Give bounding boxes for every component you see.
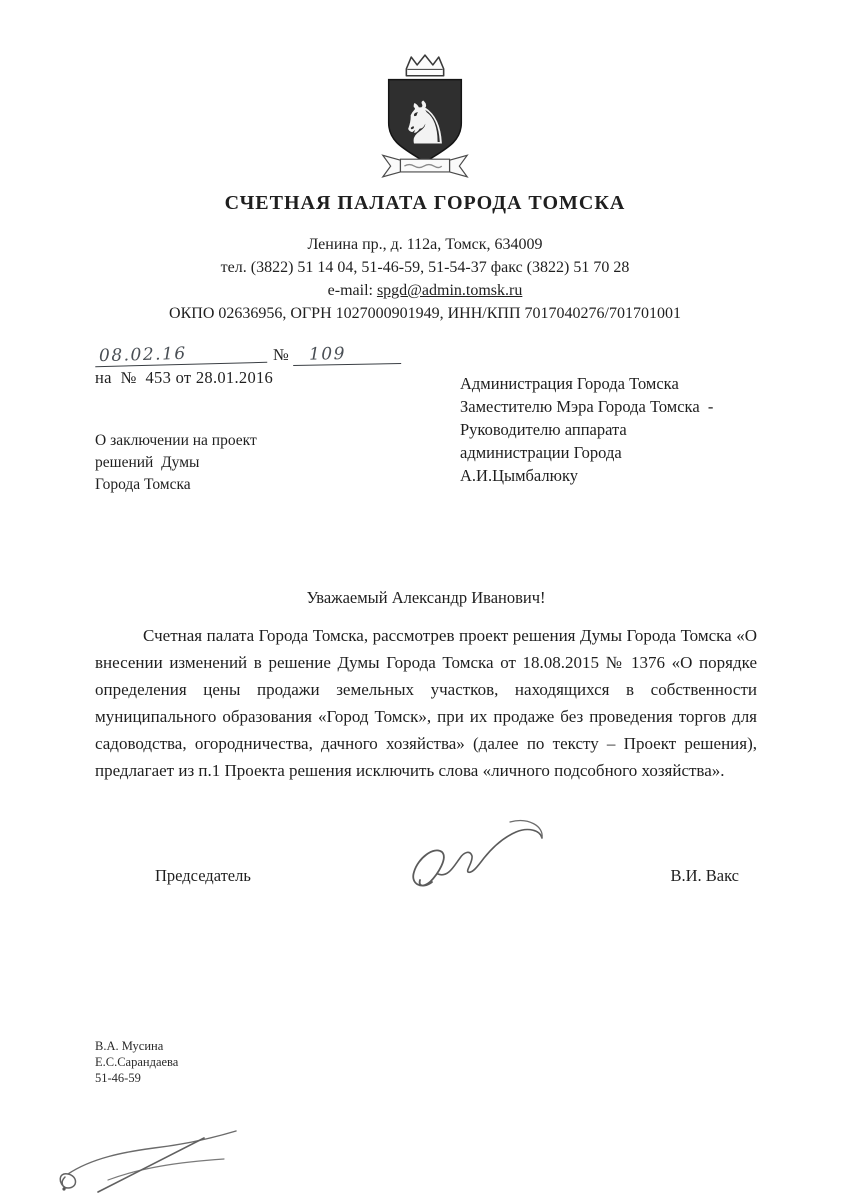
addressee-line: А.И.Цымбалюку xyxy=(460,466,578,485)
number-sign: № xyxy=(273,345,289,364)
svg-text:♞: ♞ xyxy=(398,88,452,158)
outgoing-date-handwritten: 08.02.16 xyxy=(95,342,267,367)
email-address: spgd@admin.tomsk.ru xyxy=(376,282,523,299)
subject-line: решений Думы xyxy=(95,454,200,471)
signer-position-title: Председатель xyxy=(155,866,251,885)
outgoing-number-handwritten: 109 xyxy=(293,343,401,366)
executor-line: В.А. Мусина xyxy=(95,1039,164,1053)
email-line xyxy=(0,279,850,302)
signer-name: В.И. Вакс xyxy=(670,866,739,885)
body-paragraph: Счетная палата Города Томска, рассмотрев проект решения Думы Города Томска «О внесении изменений в решение Думы Города Томска от 18.08.2015 № 1376 «О порядке определения цены продажи земельных участков, находящихся в собственности муниципального образования «Город Томск», при их продаже без проведения торгов для садоводства, огородничества, дачного хозяйства» (далее по тексту – Проект решения), предлагает из п.1 Проекта решения исключить слова «личного подсобного хозяйства». xyxy=(95,626,757,780)
executors-block xyxy=(95,1038,178,1086)
reference-block xyxy=(95,344,401,388)
salutation: Уважаемый Александр Иванович! xyxy=(306,588,546,607)
reply-reference-line: на № 453 от 28.01.2016 xyxy=(95,368,274,387)
phone-line: тел. (3822) 51 14 04, 51-46-59, 51-54-37 факс (3822) 51 70 28 xyxy=(220,259,630,276)
registration-line: ОКПО 02636956, ОГРН 1027000901949, ИНН/КПП 7017040276/701701001 xyxy=(169,305,681,322)
subject-line: О заключении на проект xyxy=(95,432,257,449)
executor-line: 51-46-59 xyxy=(95,1071,141,1085)
signature-autograph-icon xyxy=(398,812,548,897)
addressee-line: администрации Города xyxy=(460,443,622,462)
org-name-title: СЧЕТНАЯ ПАЛАТА ГОРОДА ТОМСКА xyxy=(224,192,626,214)
tomsk-coat-of-arms-icon xyxy=(371,52,479,180)
subject-block xyxy=(95,430,257,496)
email-label: e-mail: xyxy=(327,282,377,299)
pen-scribble-icon xyxy=(52,1122,247,1200)
address-line: Ленина пр., д. 112а, Томск, 634009 xyxy=(307,236,543,253)
subject-line: Города Томска xyxy=(95,476,191,493)
letterhead-contacts xyxy=(0,233,850,325)
addressee-line: Руководителю аппарата xyxy=(460,420,627,439)
executor-line: Е.С.Сарандаева xyxy=(95,1055,179,1069)
addressee-line: Администрация Города Томска xyxy=(460,374,679,393)
addressee-block xyxy=(460,372,770,487)
addressee-line: Заместителю Мэра Города Томска - xyxy=(460,397,714,416)
